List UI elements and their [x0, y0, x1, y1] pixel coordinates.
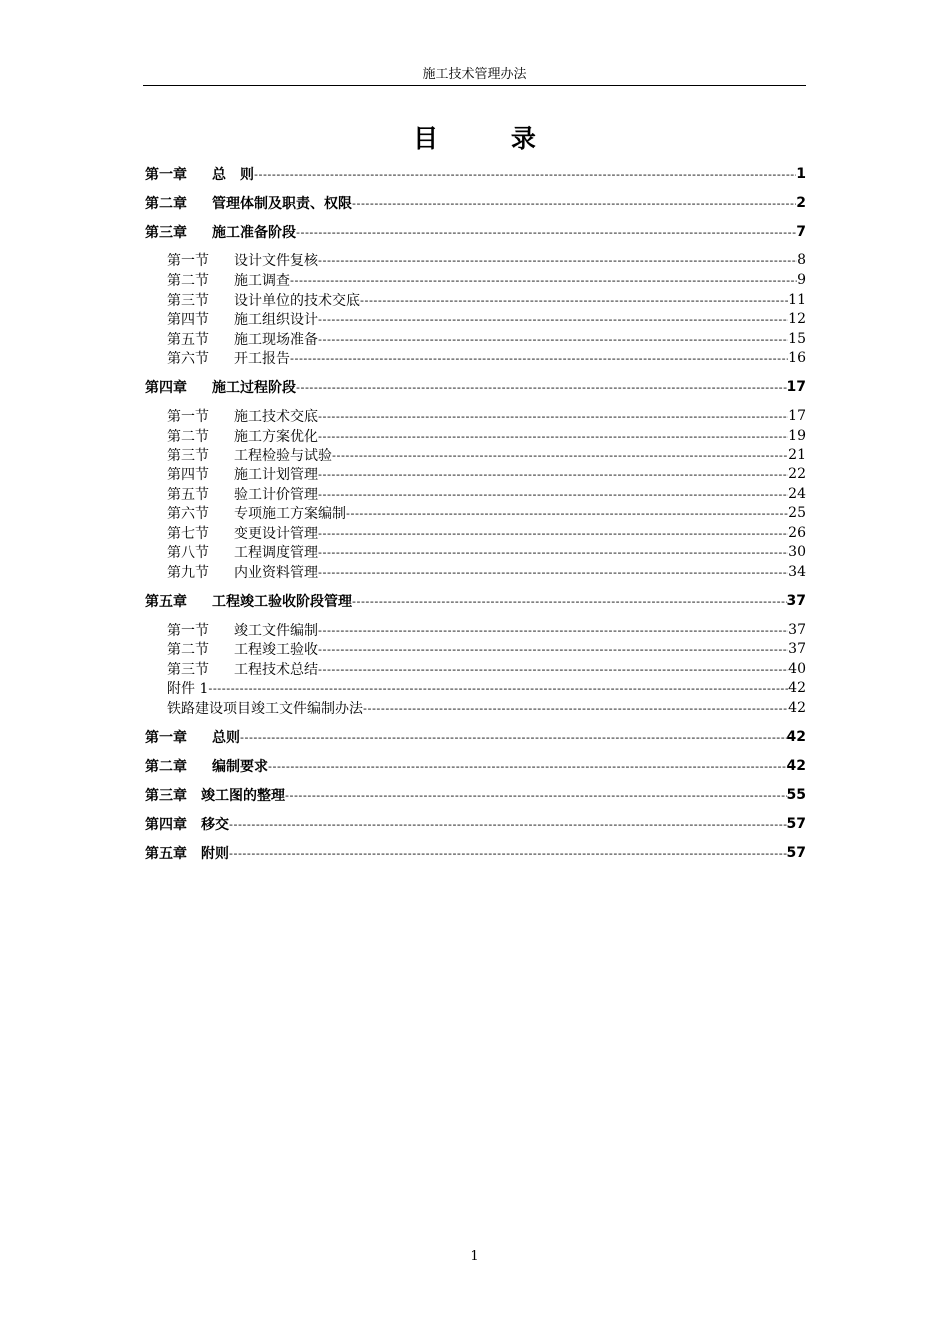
toc-entry-page: 1	[796, 166, 806, 182]
toc-dot-leader	[318, 488, 788, 501]
toc-dot-leader	[318, 333, 788, 346]
toc-entry-label: 施工过程阶段	[212, 380, 296, 396]
toc-dot-leader	[318, 468, 788, 481]
toc-entry-label: 铁路建设项目竣工文件编制办法	[167, 701, 363, 717]
toc-entry-label: 管理体制及职责、权限	[212, 196, 352, 212]
toc-entry-page: 11	[788, 292, 806, 308]
toc-section-entry[interactable]	[167, 250, 806, 270]
toc-chapter-entry[interactable]	[145, 377, 806, 397]
toc-chapter-entry[interactable]	[145, 814, 806, 834]
toc-entry-label: 移交	[201, 817, 229, 833]
toc-entry-number: 第一节	[167, 409, 209, 425]
toc-entry-number: 第四章	[145, 380, 187, 396]
toc-entry-label: 总则	[212, 730, 240, 746]
toc-entry-page: 57	[786, 845, 806, 861]
toc-dot-leader	[229, 818, 787, 831]
toc-entry-number: 第三节	[167, 293, 209, 309]
toc-entry-page: 37	[788, 641, 806, 657]
toc-entry-number: 第六节	[167, 506, 209, 522]
page-number: 1	[470, 1249, 479, 1264]
toc-dot-leader	[290, 274, 797, 287]
toc-entry-page: 9	[797, 272, 806, 288]
toc-entry-label: 工程技术总结	[234, 662, 318, 678]
toc-entry-page: 16	[788, 350, 806, 366]
toc-entry-number: 第五章	[145, 846, 187, 862]
toc-section-entry[interactable]	[167, 523, 806, 543]
toc-section-entry[interactable]	[167, 406, 806, 426]
toc-dot-leader	[296, 381, 787, 394]
toc-entry-page: 25	[788, 505, 806, 521]
toc-section-entry[interactable]	[167, 270, 806, 290]
toc-chapter-entry[interactable]	[145, 591, 806, 611]
toc-section-entry[interactable]	[167, 290, 806, 310]
toc-entry-page: 15	[788, 331, 806, 347]
toc-entry-page: 42	[788, 700, 806, 716]
toc-dot-leader	[352, 595, 787, 608]
toc-entry-label: 附则	[201, 846, 229, 862]
toc-entry-number: 第五节	[167, 487, 209, 503]
toc-entry-label: 开工报告	[234, 351, 290, 367]
toc-entry-page: 17	[788, 408, 806, 424]
toc-section-entry[interactable]	[167, 445, 806, 465]
toc-entry-label: 施工现场准备	[234, 332, 318, 348]
toc-title: 目 录	[413, 124, 568, 153]
toc-entry-label: 施工计划管理	[234, 467, 318, 483]
toc-entry-number: 第六节	[167, 351, 209, 367]
toc-entry-page: 12	[788, 311, 806, 327]
toc-entry-number: 第二章	[145, 759, 187, 775]
toc-appendix-entry[interactable]	[167, 698, 806, 718]
toc-dot-leader	[208, 682, 788, 695]
toc-chapter-entry[interactable]	[145, 193, 806, 213]
toc-entry-label: 工程竣工验收阶段管理	[212, 594, 352, 610]
toc-entry-label: 总 则	[212, 167, 254, 183]
toc-section-entry[interactable]	[167, 484, 806, 504]
toc-entry-label: 施工组织设计	[234, 312, 318, 328]
toc-dot-leader	[346, 507, 788, 520]
toc-entry-page: 17	[786, 379, 806, 395]
toc-entry-label: 内业资料管理	[234, 565, 318, 581]
toc-entry-page: 26	[788, 525, 806, 541]
toc-entry-number: 第三节	[167, 448, 209, 464]
toc-section-entry[interactable]	[167, 464, 806, 484]
toc-dot-leader	[318, 430, 788, 443]
toc-entry-label: 验工计价管理	[234, 487, 318, 503]
toc-section-entry[interactable]	[167, 562, 806, 582]
toc-entry-page: 19	[788, 428, 806, 444]
toc-section-entry[interactable]	[167, 329, 806, 349]
toc-entry-number: 第四节	[167, 467, 209, 483]
toc-section-entry[interactable]	[167, 542, 806, 562]
toc-entry-number: 第一章	[145, 730, 187, 746]
toc-entry-page: 40	[788, 661, 806, 677]
toc-entry-number: 第三章	[145, 225, 187, 241]
toc-dot-leader	[240, 731, 787, 744]
toc-entry-label: 施工准备阶段	[212, 225, 296, 241]
toc-dot-leader	[318, 313, 788, 326]
toc-dot-leader	[318, 663, 788, 676]
toc-section-entry[interactable]	[167, 348, 806, 368]
toc-dot-leader	[352, 197, 796, 210]
toc-dot-leader	[363, 702, 788, 715]
toc-entry-number: 第五章	[145, 594, 187, 610]
toc-entry-label: 设计文件复核	[234, 253, 318, 269]
toc-dot-leader	[360, 294, 788, 307]
toc-chapter-entry[interactable]	[145, 727, 806, 747]
toc-entry-page: 37	[788, 622, 806, 638]
toc-entry-page: 42	[788, 680, 806, 696]
toc-section-entry[interactable]	[167, 639, 806, 659]
toc-chapter-entry[interactable]	[145, 785, 806, 805]
toc-section-entry[interactable]	[167, 659, 806, 679]
toc-entry-number: 第四章	[145, 817, 187, 833]
toc-dot-leader	[318, 643, 788, 656]
toc-entry-label: 竣工文件编制	[234, 623, 318, 639]
toc-dot-leader	[318, 624, 788, 637]
toc-entry-page: 55	[786, 787, 806, 803]
toc-dot-leader	[332, 449, 788, 462]
toc-entry-number: 第一章	[145, 167, 187, 183]
toc-dot-leader	[318, 546, 788, 559]
toc-entry-number: 第五节	[167, 332, 209, 348]
toc-entry-number: 第三章	[145, 788, 187, 804]
toc-entry-page: 24	[788, 486, 806, 502]
toc-entry-label: 工程检验与试验	[234, 448, 332, 464]
toc-entry-number: 第一节	[167, 623, 209, 639]
toc-dot-leader	[318, 527, 788, 540]
toc-entry-number: 第七节	[167, 526, 209, 542]
toc-entry-number: 第二节	[167, 429, 209, 445]
toc-entry-label: 施工调查	[234, 273, 290, 289]
toc-entry-number: 第一节	[167, 253, 209, 269]
toc-entry-label: 专项施工方案编制	[234, 506, 346, 522]
toc-entry-label: 施工方案优化	[234, 429, 318, 445]
toc-dot-leader	[254, 168, 796, 181]
toc-entry-number: 第二节	[167, 273, 209, 289]
toc-entry-page: 7	[796, 224, 806, 240]
toc-entry-number: 第八节	[167, 545, 209, 561]
toc-entry-page: 42	[786, 729, 806, 745]
toc-chapter-entry[interactable]	[145, 222, 806, 242]
toc-entry-page: 21	[788, 447, 806, 463]
toc-entry-page: 30	[788, 544, 806, 560]
toc-entry-label: 变更设计管理	[234, 526, 318, 542]
toc-section-entry[interactable]	[167, 426, 806, 446]
toc-dot-leader	[318, 410, 788, 423]
toc-entry-page: 22	[788, 466, 806, 482]
toc-entry-number: 第二节	[167, 642, 209, 658]
toc-entry-page: 34	[788, 564, 806, 580]
toc-entry-label: 工程调度管理	[234, 545, 318, 561]
toc-section-entry[interactable]	[167, 503, 806, 523]
toc-dot-leader	[285, 789, 787, 802]
toc-entry-page: 37	[786, 593, 806, 609]
toc-entry-number: 第四节	[167, 312, 209, 328]
toc-chapter-entry[interactable]	[145, 843, 806, 863]
toc-entry-label: 竣工图的整理	[201, 788, 285, 804]
page-header: 施工技术管理办法	[422, 67, 527, 82]
toc-entry-label: 编制要求	[212, 759, 268, 775]
toc-entry-number: 第三节	[167, 662, 209, 678]
toc-entry-number: 第二章	[145, 196, 187, 212]
toc-dot-leader	[318, 254, 797, 267]
toc-entry-label: 施工技术交底	[234, 409, 318, 425]
toc-dot-leader	[268, 760, 787, 773]
toc-dot-leader	[318, 566, 788, 579]
toc-entry-number: 第九节	[167, 565, 209, 581]
toc-entry-page: 8	[797, 252, 806, 268]
toc-entry-label: 附件 1	[167, 681, 209, 697]
toc-section-entry[interactable]	[167, 309, 806, 329]
toc-dot-leader	[296, 226, 796, 239]
toc-entry-page: 57	[786, 816, 806, 832]
toc-entry-page: 2	[796, 195, 806, 211]
toc-chapter-entry[interactable]	[145, 756, 806, 776]
toc-section-entry[interactable]	[167, 620, 806, 640]
toc-dot-leader	[290, 352, 788, 365]
toc-entry-label: 设计单位的技术交底	[234, 293, 360, 309]
toc-entry-page: 42	[786, 758, 806, 774]
toc-dot-leader	[229, 847, 787, 860]
toc-appendix-entry[interactable]	[167, 678, 806, 698]
toc-chapter-entry[interactable]	[145, 164, 806, 184]
toc-entry-label: 工程竣工验收	[234, 642, 318, 658]
